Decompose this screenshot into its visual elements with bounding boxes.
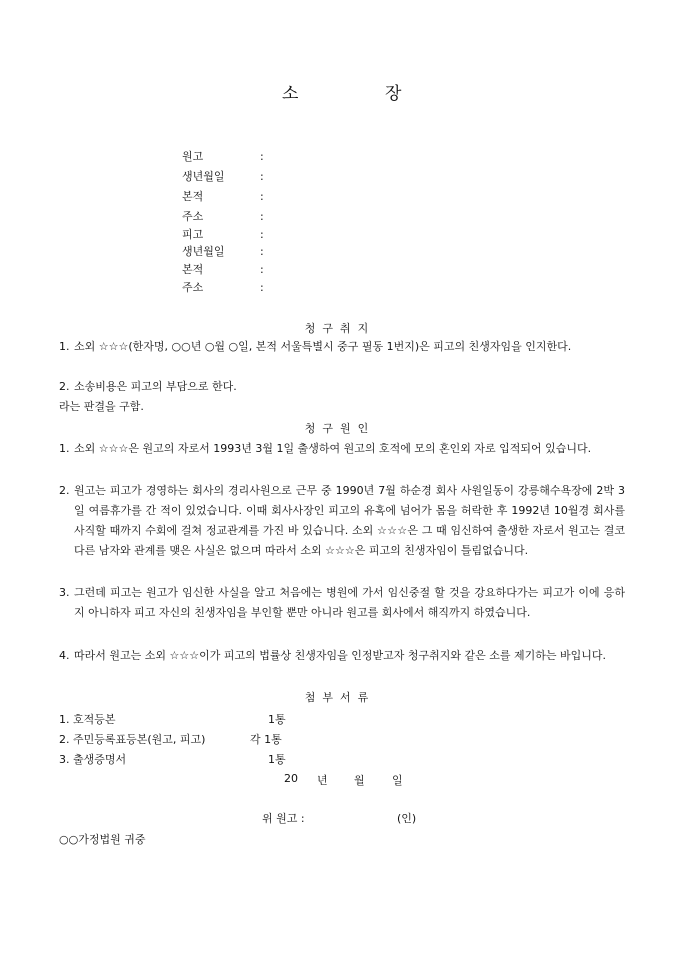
party-defendant-address (182, 279, 264, 295)
party-colon: : (260, 228, 264, 241)
party-plaintiff-address (182, 208, 264, 224)
item-number: 3. (59, 586, 70, 599)
title-char-1: 소 (282, 84, 299, 104)
signature-label: 위 원고 : (262, 812, 305, 825)
party-colon: : (260, 245, 264, 258)
item-text: 소외 ☆☆☆(한자명, ○○년 ○월 ○일, 본적 서울특별시 중구 필동 1번지)은 피고의 친생자임을 인지한다. (74, 340, 572, 353)
attachment-name: 출생증명서 (73, 753, 127, 766)
title-char-2: 장 (385, 84, 402, 104)
party-defendant-domicile (182, 261, 264, 277)
party-defendant (182, 226, 264, 242)
party-label: 생년월일 (182, 170, 225, 183)
section-heading-claim-cause: 청구원인 (304, 422, 376, 435)
party-colon: : (260, 150, 264, 163)
item-text: 따라서 원고는 소외 ☆☆☆이가 피고의 법률상 친생자임을 인정받고자 청구취지와 같은 소를 제기하는 바입니다. (74, 649, 606, 662)
attachment-item (59, 751, 286, 767)
attachment-qty: 1통 (268, 753, 286, 766)
attachment-item (59, 711, 286, 727)
party-colon: : (260, 170, 264, 183)
date-year-unit: 년 (317, 774, 328, 787)
party-colon: : (260, 210, 264, 223)
party-label: 본적 (182, 263, 204, 276)
party-label: 원고 (182, 150, 204, 163)
claim-cause-item (59, 439, 625, 459)
claim-cause-item (59, 481, 625, 561)
item-number: 4. (59, 649, 70, 662)
attachment-item (59, 731, 282, 747)
date-month-unit: 월 (354, 774, 365, 787)
attachment-qty: 각 1통 (250, 733, 282, 746)
date-year: 20 (284, 772, 298, 785)
item-text: 원고는 피고가 경영하는 회사의 경리사원으로 근무 중 1990년 7월 하순경 회사 사원일동이 강릉해수욕장에 2박 3일 여름휴가를 간 적이 있었습니다. 이때 회사사장인 피고의 유혹에 넘어가 몸을 허락한 후 1992년 10월경 회사를 사직할 때까지 수회에 걸쳐 정교관계를 가진 바 있습니다. 소외 ☆☆☆은 그 때 임신하여 출생한 자로서 원고는 결코 다른 남자와 관계를 맺은 사실은 없으며 따라서 소외 ☆☆☆은 피고의 친생자임이 틀림없습니다. (74, 484, 625, 557)
attachment-name: 주민등록표등본(원고, 피고) (73, 733, 206, 746)
item-number: 2. (59, 380, 70, 393)
party-label: 피고 (182, 228, 204, 241)
claim-purpose-item (59, 337, 625, 357)
item-number: 2. (59, 733, 70, 746)
court-addressee: ○○가정법원 귀중 (59, 833, 146, 846)
claim-purpose-closing: 라는 판결을 구함. (59, 400, 144, 413)
section-heading-attachments: 첨부서류 (304, 691, 376, 704)
item-number: 1. (59, 340, 70, 353)
claim-purpose-item (59, 377, 625, 397)
party-label: 생년월일 (182, 245, 225, 258)
item-number: 1. (59, 713, 70, 726)
party-plaintiff (182, 148, 264, 164)
signature-seal: (인) (397, 812, 417, 825)
party-colon: : (260, 281, 264, 294)
attachment-name: 호적등본 (73, 713, 116, 726)
party-defendant-birth (182, 243, 264, 259)
party-colon: : (260, 190, 264, 203)
party-label: 주소 (182, 210, 204, 223)
party-plaintiff-domicile (182, 188, 264, 204)
attachment-qty: 1통 (268, 713, 286, 726)
item-number: 1. (59, 442, 70, 455)
section-heading-claim-purpose: 청구취지 (304, 322, 376, 335)
party-label: 본적 (182, 190, 204, 203)
party-label: 주소 (182, 281, 204, 294)
date-day-unit: 일 (392, 774, 403, 787)
item-number: 2. (59, 484, 70, 497)
party-plaintiff-birth (182, 168, 264, 184)
item-text: 소송비용은 피고의 부담으로 한다. (74, 380, 237, 393)
item-text: 그런데 피고는 원고가 임신한 사실을 알고 처음에는 병원에 가서 임신중절 할 것을 강요하다가는 피고가 이에 응하지 아니하자 피고 자신의 친생자임을 부인할 뿐만 아니라 원고를 회사에서 해직까지 하였습니다. (74, 586, 625, 619)
party-colon: : (260, 263, 264, 276)
item-text: 소외 ☆☆☆은 원고의 자로서 1993년 3월 1일 출생하여 원고의 호적에 모의 혼인외 자로 입적되어 있습니다. (74, 442, 592, 455)
claim-cause-item (59, 646, 625, 666)
item-number: 3. (59, 753, 70, 766)
claim-cause-item (59, 583, 625, 623)
